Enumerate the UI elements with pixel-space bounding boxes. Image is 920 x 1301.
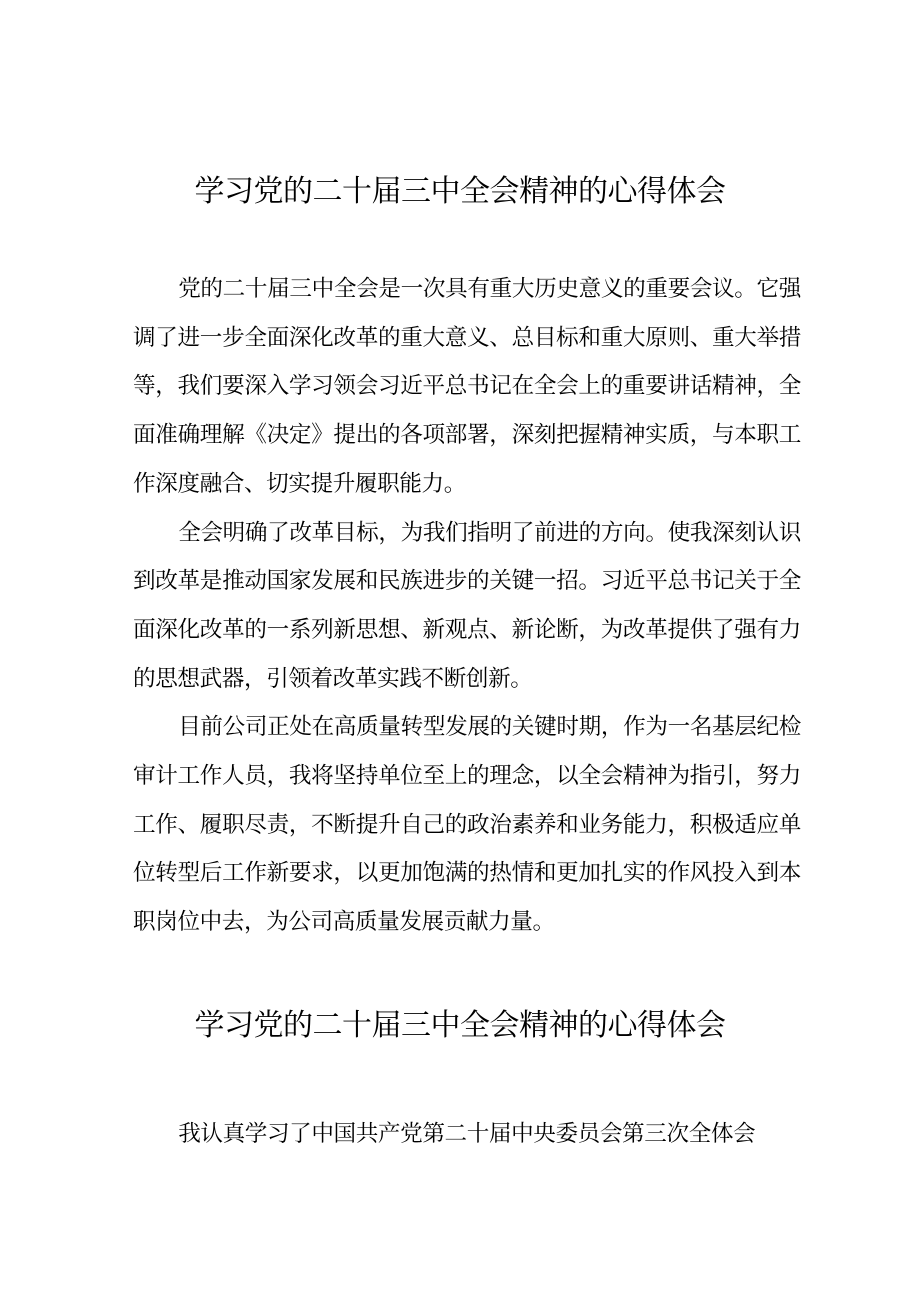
body-paragraph: 目前公司正处在高质量转型发展的关键时期，作为一名基层纪检审计工作人员，我将坚持单位至上的理念，以全会精神为指引，努力工作、履职尽责，不断提升自己的政治素养和业务能力，积极适应单位转型后工作新要求，以更加饱满的热情和更加扎实的作风投入到本职岗位中去，为公司高质量发展贡献力量。 xyxy=(133,714,801,936)
article-body xyxy=(133,1110,801,1159)
article-title: 学习党的二十届三中全会精神的心得体会 xyxy=(194,1008,726,1043)
article-title: 学习党的二十届三中全会精神的心得体会 xyxy=(194,174,726,209)
body-paragraph: 党的二十届三中全会是一次具有重大历史意义的重要会议。它强调了进一步全面深化改革的重大意义、总目标和重大原则、重大举措等，我们要深入学习领会习近平总书记在全会上的重要讲话精神，全面准确理解《决定》提出的各项部署，深刻把握精神实质，与本职工作深度融合、切实提升履职能力。 xyxy=(133,276,801,497)
body-paragraph: 全会明确了改革目标，为我们指明了前进的方向。使我深刻认识到改革是推动国家发展和民族进步的关键一招。习近平总书记关于全面深化改革的一系列新思想、新观点、新论断，为改革提供了强有力的思想武器，引领着改革实践不断创新。 xyxy=(133,519,801,692)
article-body xyxy=(133,265,801,947)
body-paragraph: 我认真学习了中国共产党第二十届中央委员会第三次全体会 xyxy=(178,1121,756,1147)
